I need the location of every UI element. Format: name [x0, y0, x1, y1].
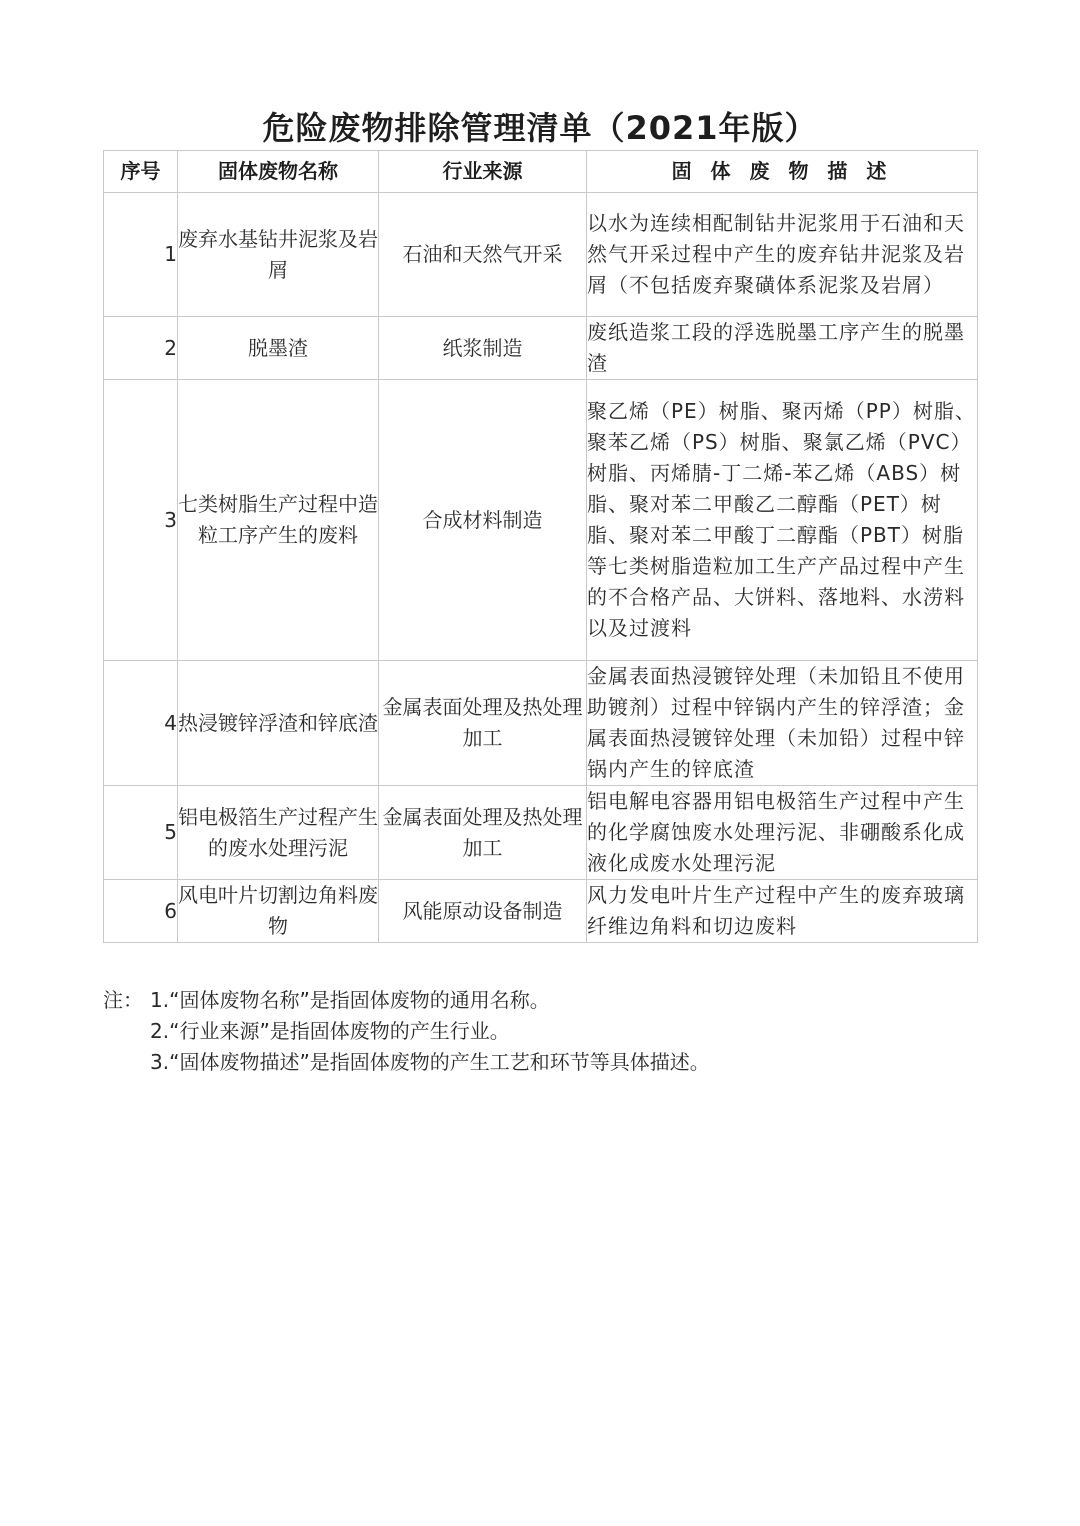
row-industry-source: 合成材料制造 — [379, 380, 587, 661]
header-waste-name: 固体废物名称 — [178, 151, 379, 193]
note-line — [103, 1047, 710, 1078]
row-waste-description: 金属表面热浸镀锌处理（未加铅且不使用助镀剂）过程中锌锅内产生的锌浮渣；金属表面热浸镀锌处理（未加铅）过程中锌锅内产生的锌底渣 — [587, 661, 978, 786]
table-row — [104, 317, 978, 380]
notes-prefix: 注： — [103, 988, 143, 1012]
row-serial-number: 3 — [104, 380, 178, 661]
note-text: 1.“固体废物名称”是指固体废物的通用名称。 — [150, 988, 550, 1012]
note-line — [103, 985, 710, 1016]
row-industry-source: 风能原动设备制造 — [379, 880, 587, 943]
row-waste-name: 热浸镀锌浮渣和锌底渣 — [178, 661, 379, 786]
row-waste-description: 聚乙烯（PE）树脂、聚丙烯（PP）树脂、聚苯乙烯（PS）树脂、聚氯乙烯（PVC）树脂、丙烯腈-丁二烯-苯乙烯（ABS）树脂、聚对苯二甲酸乙二醇酯（PET）树脂、聚对苯二甲酸丁二醇酯（PBT）树脂等七类树脂造粒加工生产产品过程中产生的不合格产品、大饼料、落地料、水涝料以及过渡料 — [587, 380, 978, 661]
row-serial-number: 2 — [104, 317, 178, 380]
table-row — [104, 380, 978, 661]
note-text: 3.“固体废物描述”是指固体废物的产生工艺和环节等具体描述。 — [150, 1050, 710, 1074]
table-header-row — [104, 151, 978, 193]
row-serial-number: 1 — [104, 193, 178, 317]
row-serial-number: 4 — [104, 661, 178, 786]
row-waste-description: 铝电解电容器用铝电极箔生产过程中产生的化学腐蚀废水处理污泥、非硼酸系化成液化成废水处理污泥 — [587, 786, 978, 880]
header-waste-description: 固 体 废 物 描 述 — [587, 151, 978, 193]
row-waste-name: 七类树脂生产过程中造粒工序产生的废料 — [178, 380, 379, 661]
row-waste-name: 铝电极箔生产过程产生的废水处理污泥 — [178, 786, 379, 880]
note-line — [103, 1016, 710, 1047]
exclusion-list-table — [103, 150, 978, 943]
table-row — [104, 880, 978, 943]
table-row — [104, 193, 978, 317]
row-serial-number: 6 — [104, 880, 178, 943]
table-row — [104, 661, 978, 786]
table-row — [104, 786, 978, 880]
row-industry-source: 纸浆制造 — [379, 317, 587, 380]
row-industry-source: 金属表面处理及热处理加工 — [379, 786, 587, 880]
row-industry-source: 石油和天然气开采 — [379, 193, 587, 317]
row-industry-source: 金属表面处理及热处理加工 — [379, 661, 587, 786]
row-waste-name: 风电叶片切割边角料废物 — [178, 880, 379, 943]
row-serial-number: 5 — [104, 786, 178, 880]
notes-section — [103, 985, 710, 1078]
document-title: 危险废物排除管理清单（2021年版） — [262, 109, 818, 147]
header-industry-source: 行业来源 — [379, 151, 587, 193]
note-text: 2.“行业来源”是指固体废物的产生行业。 — [150, 1019, 510, 1043]
header-serial-number: 序号 — [104, 151, 178, 193]
row-waste-name: 脱墨渣 — [178, 317, 379, 380]
row-waste-description: 以水为连续相配制钻井泥浆用于石油和天然气开采过程中产生的废弃钻井泥浆及岩屑（不包括废弃聚磺体系泥浆及岩屑） — [587, 193, 978, 317]
row-waste-description: 风力发电叶片生产过程中产生的废弃玻璃纤维边角料和切边废料 — [587, 880, 978, 943]
row-waste-name: 废弃水基钻井泥浆及岩屑 — [178, 193, 379, 317]
row-waste-description: 废纸造浆工段的浮选脱墨工序产生的脱墨渣 — [587, 317, 978, 380]
